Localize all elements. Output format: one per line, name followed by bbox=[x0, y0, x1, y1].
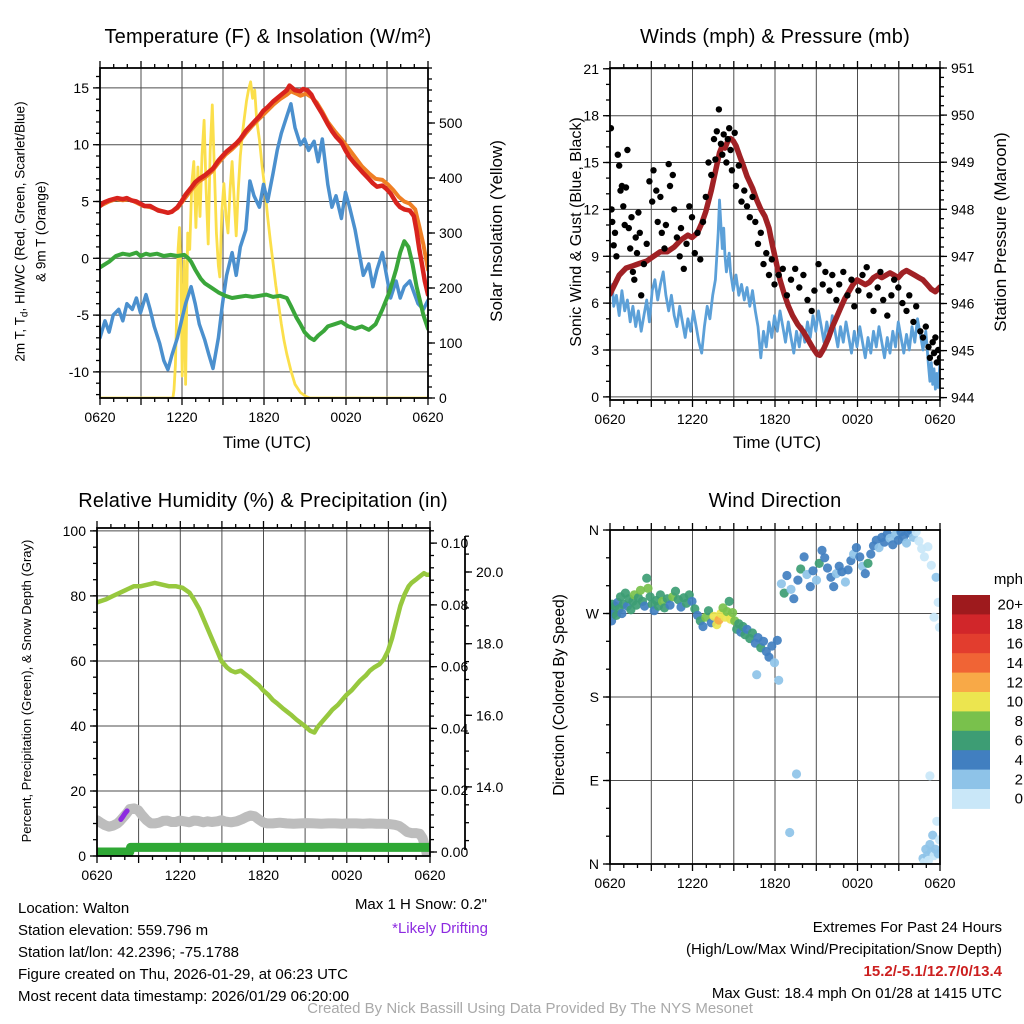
svg-text:0620: 0620 bbox=[81, 867, 113, 883]
temperature-y-axis-label bbox=[13, 62, 50, 402]
svg-text:60: 60 bbox=[70, 653, 86, 669]
svg-text:0620: 0620 bbox=[924, 875, 956, 891]
svg-text:4: 4 bbox=[1014, 751, 1023, 769]
temp-ylabel-post: , HI/WC (Red, Green, Scarlet/Blue) bbox=[12, 101, 28, 312]
svg-text:1220: 1220 bbox=[164, 867, 196, 883]
svg-text:18: 18 bbox=[1006, 616, 1023, 634]
likely-drifting-note: *Likely Drifting bbox=[392, 920, 488, 937]
most-recent-data-timestamp: Most recent data timestamp: 2026/01/29 06:20:00 bbox=[18, 988, 350, 1005]
svg-text:0020: 0020 bbox=[841, 875, 874, 891]
svg-text:-10: -10 bbox=[68, 363, 89, 380]
svg-text:950: 950 bbox=[951, 107, 975, 124]
svg-text:15: 15 bbox=[73, 79, 89, 96]
svg-text:-5: -5 bbox=[76, 307, 89, 324]
insolation-y-axis-label: Solar Insolation (Yellow) bbox=[487, 140, 506, 322]
figure-created-timestamp: Figure created on Thu, 2026-01-29, at 06:23 UTC bbox=[18, 966, 348, 983]
extremes-title: Extremes For Past 24 Hours bbox=[812, 919, 1002, 936]
svg-text:0620: 0620 bbox=[84, 409, 116, 425]
pressure-y-axis-label: Station Pressure (Maroon) bbox=[991, 132, 1010, 332]
svg-text:1820: 1820 bbox=[247, 867, 280, 883]
svg-text:N: N bbox=[588, 522, 599, 538]
svg-text:80: 80 bbox=[70, 587, 86, 604]
svg-text:947: 947 bbox=[951, 248, 975, 265]
svg-text:S: S bbox=[589, 689, 599, 705]
svg-text:8: 8 bbox=[1014, 713, 1023, 731]
svg-text:0620: 0620 bbox=[924, 411, 956, 427]
svg-text:1220: 1220 bbox=[676, 875, 709, 891]
svg-text:0620: 0620 bbox=[414, 867, 446, 883]
svg-text:2: 2 bbox=[1014, 771, 1023, 789]
svg-text:0020: 0020 bbox=[331, 867, 363, 883]
svg-text:18.0: 18.0 bbox=[476, 635, 504, 652]
max-snow-note: Max 1 H Snow: 0.2" bbox=[354, 896, 487, 913]
svg-text:6: 6 bbox=[1014, 732, 1023, 750]
station-location: Location: Walton bbox=[18, 900, 130, 917]
svg-text:12: 12 bbox=[583, 201, 599, 218]
svg-text:949: 949 bbox=[951, 154, 975, 171]
humidity-precip-chart bbox=[0, 480, 512, 900]
temperature-chart-title: Temperature (F) & Insolation (W/m²) bbox=[104, 26, 432, 48]
svg-text:0.02: 0.02 bbox=[441, 782, 469, 799]
temperature-x-axis-label: Time (UTC) bbox=[222, 433, 312, 452]
svg-text:N: N bbox=[588, 856, 599, 872]
temp-ylabel-line2: & 9m T (Orange) bbox=[33, 181, 49, 282]
svg-text:944: 944 bbox=[951, 389, 975, 406]
humidity-chart-title: Relative Humidity (%) & Precipitation (in) bbox=[78, 490, 448, 512]
svg-text:E: E bbox=[589, 772, 599, 789]
svg-text:951: 951 bbox=[951, 60, 975, 76]
station-elevation: Station elevation: 559.796 m bbox=[18, 922, 209, 939]
svg-text:1820: 1820 bbox=[759, 411, 791, 427]
extremes-values: 15.2/-5.1/12.7/0/13.4 bbox=[863, 963, 1002, 980]
svg-text:14: 14 bbox=[1006, 654, 1023, 672]
extremes-subtitle: (High/Low/Max Wind/Precipitation/Snow Depth) bbox=[686, 941, 1002, 958]
svg-text:0.04: 0.04 bbox=[441, 720, 469, 737]
svg-text:946: 946 bbox=[951, 295, 975, 312]
svg-text:1220: 1220 bbox=[676, 411, 709, 427]
svg-text:0: 0 bbox=[78, 848, 86, 864]
svg-text:100: 100 bbox=[62, 522, 86, 539]
svg-text:1820: 1820 bbox=[248, 409, 280, 425]
svg-text:W: W bbox=[585, 605, 599, 622]
svg-text:300: 300 bbox=[439, 225, 463, 241]
svg-text:0.06: 0.06 bbox=[441, 658, 469, 675]
svg-text:0: 0 bbox=[439, 390, 447, 406]
svg-text:945: 945 bbox=[951, 342, 975, 359]
svg-text:0.00: 0.00 bbox=[441, 844, 469, 860]
svg-text:21: 21 bbox=[583, 60, 599, 77]
svg-text:16: 16 bbox=[1006, 635, 1023, 653]
svg-text:0620: 0620 bbox=[594, 875, 626, 891]
station-latlon: Station lat/lon: 42.2396; -75.1788 bbox=[18, 944, 240, 961]
svg-text:10: 10 bbox=[1006, 693, 1023, 711]
winds-x-axis-label: Time (UTC) bbox=[732, 433, 822, 452]
svg-text:100: 100 bbox=[439, 335, 463, 351]
svg-text:200: 200 bbox=[439, 280, 463, 296]
svg-text:500: 500 bbox=[439, 115, 463, 131]
svg-text:948: 948 bbox=[951, 201, 975, 218]
svg-text:18: 18 bbox=[583, 107, 599, 124]
svg-text:0: 0 bbox=[81, 250, 89, 267]
svg-text:0: 0 bbox=[591, 388, 599, 405]
wind-y-axis-label: Sonic Wind & Gust (Blue, Black) bbox=[568, 117, 585, 347]
svg-text:16.0: 16.0 bbox=[476, 707, 504, 724]
svg-text:9: 9 bbox=[591, 248, 599, 265]
svg-text:0020: 0020 bbox=[330, 409, 362, 425]
svg-text:15: 15 bbox=[583, 154, 599, 171]
svg-text:10: 10 bbox=[73, 136, 89, 153]
direction-y-axis-label: Direction (Colored By Speed) bbox=[551, 594, 568, 796]
svg-text:5: 5 bbox=[81, 193, 89, 210]
svg-text:0620: 0620 bbox=[412, 409, 444, 425]
svg-text:1820: 1820 bbox=[759, 875, 791, 891]
temp-ylabel-pre: 2m T, T bbox=[12, 317, 28, 362]
svg-text:14.0: 14.0 bbox=[476, 778, 504, 795]
svg-text:400: 400 bbox=[439, 170, 463, 186]
svg-text:20: 20 bbox=[70, 783, 86, 799]
temperature-insolation-chart bbox=[0, 0, 512, 480]
svg-text:0.10: 0.10 bbox=[441, 535, 469, 552]
svg-text:20.0: 20.0 bbox=[476, 564, 504, 580]
svg-text:20+: 20+ bbox=[997, 596, 1023, 614]
humidity-y-axis-label: Percent, Precipitation (Green), & Snow Depth (Gray) bbox=[19, 539, 34, 843]
winds-chart-title: Winds (mph) & Pressure (mb) bbox=[640, 26, 910, 48]
svg-text:6: 6 bbox=[591, 295, 599, 312]
svg-text:mph: mph bbox=[993, 571, 1023, 588]
svg-text:12: 12 bbox=[1006, 674, 1023, 692]
svg-text:0.08: 0.08 bbox=[441, 596, 469, 613]
max-gust-note: Max Gust: 18.4 mph On 01/28 at 1415 UTC bbox=[711, 985, 1002, 1002]
svg-text:0: 0 bbox=[1014, 790, 1023, 808]
wind-direction-chart-title: Wind Direction bbox=[708, 490, 842, 512]
credit-line: Created By Nick Bassill Using Data Provided By The NYS Mesonet bbox=[307, 1000, 753, 1017]
svg-text:0620: 0620 bbox=[594, 411, 626, 427]
wind-direction-chart bbox=[512, 480, 1024, 900]
temp-ylabel-subscript: d bbox=[19, 311, 31, 318]
svg-text:0020: 0020 bbox=[841, 411, 874, 427]
svg-text:1220: 1220 bbox=[166, 409, 198, 425]
svg-text:40: 40 bbox=[70, 718, 86, 734]
svg-text:3: 3 bbox=[591, 342, 599, 358]
winds-pressure-chart bbox=[512, 0, 1024, 480]
